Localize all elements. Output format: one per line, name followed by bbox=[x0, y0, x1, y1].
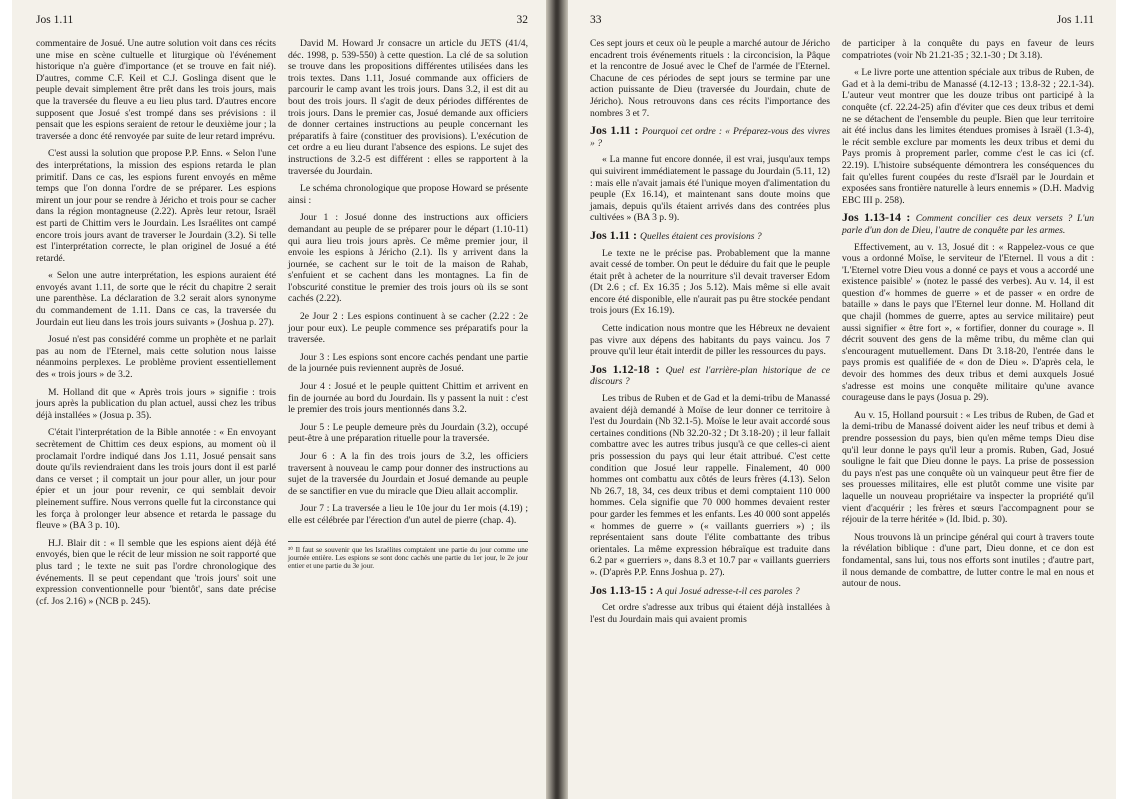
paragraph: 2e Jour 2 : Les espions continuent à se cacher (2.22 : 2e jour pour eux). Le peuple commence ses préparatifs pour la traversée. bbox=[288, 311, 528, 346]
left-page bbox=[12, 0, 546, 799]
verse-reference: Jos 1.12-18 : bbox=[590, 361, 666, 376]
running-head-left: Jos 1.11 bbox=[36, 14, 74, 26]
paragraph: Jour 4 : Josué et le peuple quittent Chittim et arrivent en fin de journée au bord du Jourdain. Ils y passent la nuit : c'est le premier des trois jours mentionnés dans 3.2. bbox=[288, 381, 528, 416]
paragraph: Nous trouvons là un principe général qui court à travers toute la révélation biblique : d'une part, Dieu donne, et ce don est fondamental, sans lui, tous nos efforts sont inutiles ; d'autre part, il nous demande de combattre, de lutter contre le mal en nous et autour de nous. bbox=[842, 531, 1094, 590]
right-page bbox=[568, 0, 1116, 799]
paragraph: « Le livre porte une attention spéciale aux tribus de Ruben, de Gad et à la demi-tribu de Manassé (4.12-13 ; 13.8-32 ; 22.1-34). L'auteur veut montrer que les douze tribus ont participé à la conquête (cf. 22.24-25) afin d'éviter que ces deux tribus et demi ne se détachent de l'ensemble du peuple. Bien que leur territoire ait été inclus dans les limites étendues promises à Israël (1.3-4), le récit semble exclure par moments les deux tribus et demi du Pays promis à proprement parler, comme c'est le cas ici (cf. 22.19). L'histoire subséquente démontrera les conséquences du fait qu'elles furent coupées du reste d'Israël par le Jourdain et exposées sans frontière naturelle à leurs ennemis » (D.H. Madvig EBC III p. 258). bbox=[842, 67, 1094, 206]
question-heading bbox=[842, 212, 1094, 236]
page-number-right: 33 bbox=[590, 14, 602, 26]
running-head-right: Jos 1.11 bbox=[1056, 14, 1094, 26]
paragraph: Jour 5 : Le peuple demeure près du Jourdain (3.2), occupé peut-être à une préparation rituelle pour la traversée. bbox=[288, 421, 528, 445]
paragraph: M. Holland dit que « Après trois jours » signifie : trois jours après la publication du plan actuel, aussi chez les tribus déjà installées » (Josua p. 35). bbox=[36, 386, 276, 421]
paragraph: « Selon une autre interprétation, les espions auraient été envoyés avant 1.11, de sorte que le récit du chapitre 2 serait une parenthèse. La déclaration de 3.2 serait alors synonyme du commandement de 1.11. Dans ce cas, la traversée du Jourdain eut lieu dans les trois jours suivants » (Joshua p. 27). bbox=[36, 270, 276, 328]
paragraph: Le texte ne le précise pas. Probablement que la manne avait cessé de tomber. On peut le déduire du fait que le peuple était prêt à acheter de la nourriture s'il devait traverser Edom (Dt 2.6 ; cf. Ex 16.35 ; Jos 5.12). Mais même si elle avait encore été disponible, elle n'aurait pas pu être stockée pendant trois jours (Ex 16.19). bbox=[590, 247, 830, 317]
paragraph: Jour 1 : Josué donne des instructions aux officiers demandant au peuple de se préparer pour le départ (1.10-11) qui aura lieu trois jours après. Ce même premier jour, il envoie les espions à Jéricho (2.1). Ils y arrivent dans la journée, se cachent sur le toit de la maison de Rahab, s'enfuient et se cachent dans les montagnes. La fin de l'obscurité constitue le premier des trois jours où ils se sont cachés (2.22). bbox=[288, 212, 528, 305]
paragraph: « La manne fut encore donnée, il est vrai, jusqu'aux temps qui suivirent immédiatement le passage du Jourdain (5.11, 12) : mais elle n'avait jamais été l'unique moyen d'alimentation du peuple (Ex 16.14), et maintenant sans doute moins que jamais, depuis qu'ils étaient arrivés dans des contrées plus cultivées » (BA 3 p. 9). bbox=[590, 154, 830, 224]
verse-reference: Jos 1.11 : bbox=[590, 227, 641, 242]
question-heading bbox=[590, 227, 830, 243]
paragraph: C'est aussi la solution que propose P.P. Enns. « Selon l'une des interprétations, la mission des espions retarda le plan primitif. Dans ce cas, les espions furent envoyés en même temps que l'on donna l'ordre de se préparer. Les espions mirent un jour pour se rendre à Jéricho et trois pour se cacher dans la région montagneuse (2.22). Après leur retour, Israël est parti de Chittim vers le Jourdain. Les Israélites ont campé encore trois jours avant de traverser le Jourdain (3.2). Si telle est l'interprétation correcte, le plan originel de Josué a été retardé. bbox=[36, 148, 276, 264]
paragraph: David M. Howard Jr consacre un article du JETS (41/4, déc. 1998, p. 539-550) à cette question. La clé de sa solution se trouve dans les propositions différentes utilisées dans les trois textes. Dans 1.11, Josué commande aux officiers de parcourir le camp avant les trois jours. Dans 3.2, il est dit au bout des trois jours. Il s'agit de deux périodes différentes de trois jours. Dans le premier cas, Josué demande aux officiers de donner certaines instructions au peuple concernant les préparatifs à faire (constituer des provisions). L'exécution de cet ordre a eu lieu durant l'absence des espions. Le sujet des instructions de 3.2-5 est différent : elles se rapportent à la traversée du Jourdain. bbox=[288, 38, 528, 177]
paragraph: Effectivement, au v. 13, Josué dit : « Rappelez-vous ce que vous a ordonné Moïse, le serviteur de l'Eternel. Il vous a dit : 'L'Eternel votre Dieu vous a donné ce pays et vous a accordé une existence paisible' » (notez le passé des verbes). Au v. 14, il est question d'« hommes de guerre » et de passer « en ordre de bataille » dans le pays que l'Eternel leur donne. M. Holland dit que chajil (hommes de guerre, aptes au service militaire) peut aussi signifier « être fort », « fortifier, donner du courage ». Il décrit souvent des gens de la même tribu, du même clan qui s'encouragent mutuellement. Dans Dt 3.18-20, l'entrée dans le pays promis est qualifiée de « don de Dieu ». D'après cela, le devoir des hommes des deux tribus et demi auxquels Josué s'adresse est moins une conquête militaire qu'une avance courageuse dans le pays (Josua p. 29). bbox=[842, 241, 1094, 404]
paragraph: Le schéma chronologique que propose Howard se présente ainsi : bbox=[288, 183, 528, 206]
question-heading bbox=[590, 361, 830, 388]
paragraph: H.J. Blair dit : « Il semble que les espions aient déjà été envoyés, bien que le récit de leur mission ne soit rapporté que plus tard ; le texte ne suit pas l'ordre chronologique des événements. Il se peut cependant que 'trois jours' soit une expression conventionnelle pour 'bientôt', sans date précise (cf. Jos 2.16) » (NCB p. 245). bbox=[36, 537, 276, 607]
question-text: A qui Josué adresse-t-il ces paroles ? bbox=[656, 585, 800, 597]
paragraph: Cet ordre s'adresse aux tribus qui étaient déjà installées à l'est du Jourdain mais qui avaient promis bbox=[590, 602, 830, 625]
right-column-2 bbox=[842, 38, 1094, 596]
book-gutter bbox=[546, 0, 568, 799]
paragraph: Jour 7 : La traversée a lieu le 10e jour du 1er mois (4.19) ; elle est célébrée par l'érection d'un autel de pierre (chap. 4). bbox=[288, 503, 528, 526]
paragraph: Jour 3 : Les espions sont encore cachés pendant une partie de la journée puis reviennent auprès de Josué. bbox=[288, 351, 528, 375]
paragraph: C'était l'interprétation de la Bible annotée : « En envoyant secrètement de Chittim ces deux espions, au moment où il proclamait l'ordre indiqué dans Jos 1.11, Josué pensait sans doute qu'ils reviendraient dans les trois jours dont il est parlé dans ce verset ; il comptait un jour pour aller, un jour pour épier et un jour pour revenir, ce qui semblait devoir pleinement suffire. Nous verrons quelle fut la circonstance qui les força à prolonger leur absence et retarda le passage du fleuve » (BA 3 p. 10). bbox=[36, 427, 276, 532]
question-heading bbox=[590, 125, 830, 149]
right-column-1 bbox=[590, 38, 830, 631]
question-text: Pourquoi cet ordre : « Préparez-vous des vivres » ? bbox=[590, 126, 830, 149]
paragraph: Les tribus de Ruben et de Gad et la demi-tribu de Manassé avaient déjà demandé à Moïse de leur donner ce territoire à l'est du Jourdain (Nb 32.1-5). Moïse le leur avait accordé sous certaines conditions (Nb 32.20-32 ; Dt 3.18-20) ; il leur fallait combattre avec les autres tribus jusqu'à ce que celles-ci aient pris possession du pays qui leur était attribué. C'est cette condition que Josué leur rappelle. Finalement, 40 000 hommes ont combattu aux côtés de leurs frères (4.13). Selon Nb 26.7, 18, 34, ces deux tribus et demi comptaient 110 000 hommes. Cela signifie que 70 000 hommes devaient rester pour garder les femmes et les enfants. Les 40 000 sont appelés « hommes de guerre » (« vaillants guerriers ») ; ils représentaient sans doute l'élite combattante des tribus orientales. La même expression hébraïque est traduite dans 6.2 par « guerriers », dans 8.3 et 10.7 par « vaillants guerriers ». (D'après P.P. Enns Joshua p. 27). bbox=[590, 393, 830, 578]
left-column-1 bbox=[36, 38, 276, 613]
paragraph: Jour 6 : A la fin des trois jours de 3.2, les officiers traversent à nouveau le camp pour donner des instructions au sujet de la traversée du Jourdain et Josué demande au peuple de se sanctifier en vue du miracle que Dieu allait accomplir. bbox=[288, 451, 528, 497]
page-number-left: 32 bbox=[516, 14, 528, 26]
verse-reference: Jos 1.11 : bbox=[590, 123, 642, 138]
question-text: Quel est l'arrière-plan historique de ce discours ? bbox=[590, 364, 830, 388]
question-heading bbox=[590, 582, 830, 598]
paragraph: Cette indication nous montre que les Hébreux ne devaient pas vivre aux dépens des habitants du pays vaincu. Jos 7 prouve qu'il leur était interdit de piller les ressources du pays. bbox=[590, 323, 830, 358]
paragraph: Josué n'est pas considéré comme un prophète et ne parlait pas au nom de l'Eternel, mais cette solution nous laisse néanmoins perplexes. Le problème provient essentiellement des « trois jours » de 3.2. bbox=[36, 334, 276, 381]
paragraph: de participer à la conquête du pays en faveur de leurs compatriotes (voir Nb 21.21-35 ; 32.1-30 ; Dt 3.18). bbox=[842, 38, 1094, 61]
verse-reference: Jos 1.13-14 : bbox=[842, 210, 916, 225]
paragraph: commentaire de Josué. Une autre solution voit dans ces récits une mise en scène cultuelle et liturgique où l'événement historique n'a guère d'importance (et se trouve en fait nié). D'autres, comme C.F. Keil et C.J. Goslinga disent que le peuple devait simplement être prêt dans les trois jours, mais que la traversée du fleuve a eu lieu plus tard. D'autres encore supposent que Josué s'est trompé dans ses prévisions : il pensait que les espions seraient de retour le deuxième jour ; la traversée a donc été renvoyée par suite de leur retard imprévu. bbox=[36, 38, 276, 142]
left-column-2 bbox=[288, 38, 528, 571]
footnote: ³⁰ Il faut se souvenir que les Israélites comptaient une partie du jour comme une journée entière. Les espions se sont donc cachés une partie du 1er jour, le 2e jour entier et une partie du 3e jour. bbox=[288, 541, 528, 571]
paragraph: Au v. 15, Holland poursuit : « Les tribus de Ruben, de Gad et la demi-tribu de Manassé doivent aider les neuf tribus et demi à prendre possession du pays, bien qu'en même temps Dieu dise qu'il leur donne le pays qu'il leur a promis. Ruben, Gad, Josué souligne le fait que Dieu donne le pays. La prise de possession du pays n'est pas une conquête où un vainqueur peut être fier de ses prouesses militaires, elle est plutôt comme une visite par laquelle un nouveau propriétaire va inspecter la propriété qu'il vient d'acquérir ; les frères et sœurs l'accompagnent pour se réjouir de la terre héritée » (Id. Ibid. p. 30). bbox=[842, 409, 1094, 526]
verse-reference: Jos 1.13-15 : bbox=[590, 582, 657, 597]
question-text: Comment concilier ces deux versets ? L'un parle d'un don de Dieu, l'autre de conquête par les armes. bbox=[842, 213, 1094, 236]
paragraph: Ces sept jours et ceux où le peuple a marché autour de Jéricho encadrent trois événements rituels : la circoncision, la Pâque et la rencontre de Josué avec le Chef de l'armée de l'Eternel. Chacune de ces périodes de sept jours se termine par une action puissante de Dieu (traversée du Jourdain, chute de Jéricho). Nous retrouvons dans ces récits l'importance des nombres 3 et 7. bbox=[590, 38, 830, 119]
question-text: Quelles étaient ces provisions ? bbox=[640, 230, 762, 242]
